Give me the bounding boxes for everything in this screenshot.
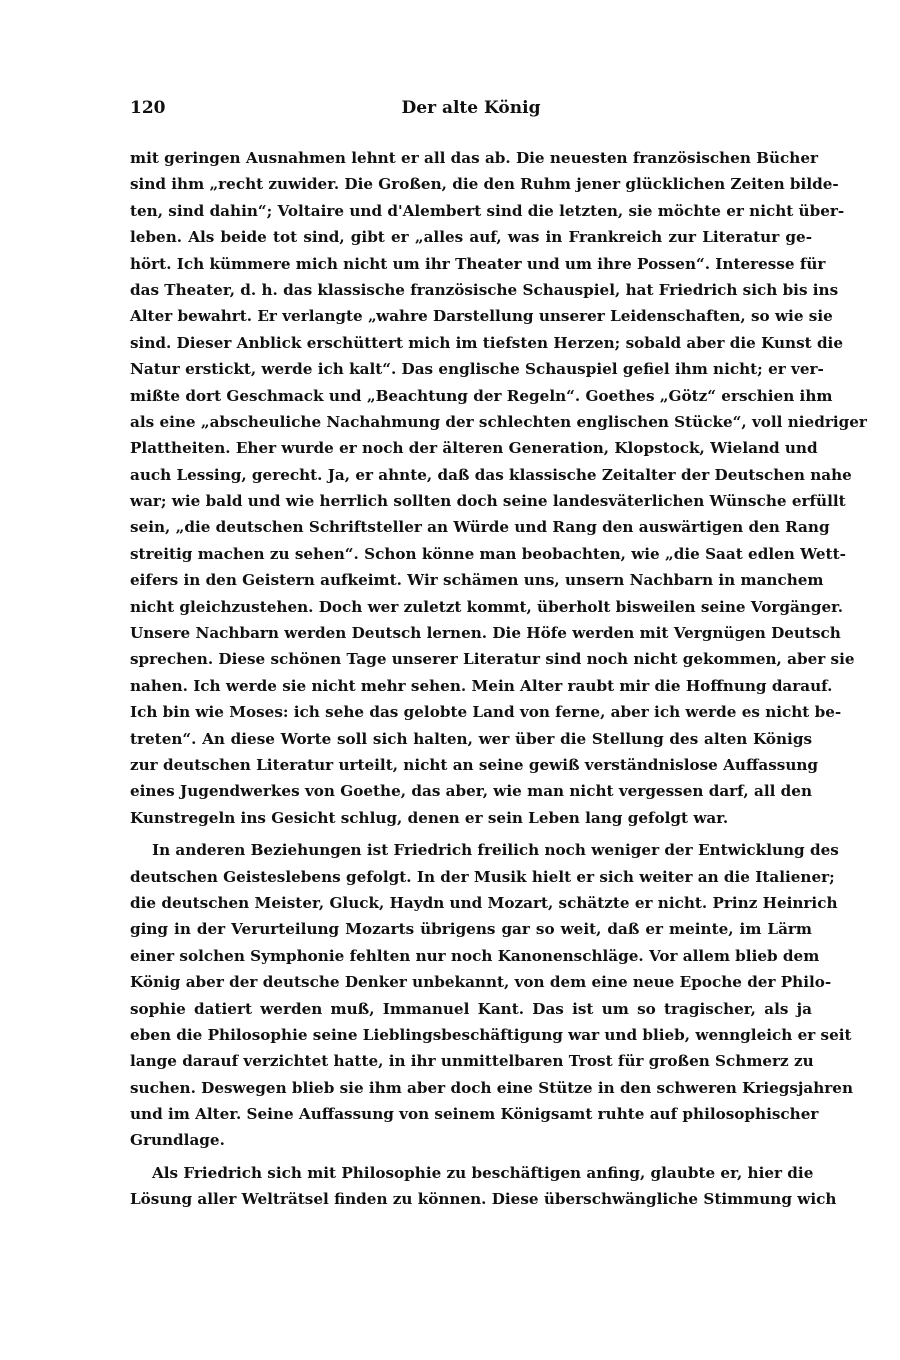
text-line: streitig machen zu sehen“. Schon könne man beobachten, wie „die Saat edlen Wett-	[130, 544, 846, 563]
text-line: eben die Philosophie seine Lieblingsbeschäftigung war und blieb, wenngleich er seit	[130, 1025, 852, 1044]
text-line: ten, sind dahin“; Voltaire und d'Alembert sind die letzten, sie möchte er nicht über-	[130, 201, 845, 220]
text-line: die deutschen Meister, Gluck, Haydn und Mozart, schätzte er nicht. Prinz Heinrich	[130, 893, 838, 912]
text-line: deutschen Geisteslebens gefolgt. In der Musik hielt er sich weiter an die Italiener;	[130, 867, 835, 886]
text-line: lange darauf verzichtet hatte, in ihr unmittelbaren Trost für großen Schmerz zu	[130, 1052, 814, 1071]
text-line: sind. Dieser Anblick erschüttert mich im tiefsten Herzen; sobald aber die Kunst die	[130, 333, 843, 352]
text-line: eifers in den Geistern aufkeimt. Wir schämen uns, unsern Nachbarn in manchem	[130, 571, 824, 590]
text-line: Als Friedrich sich mit Philosophie zu beschäftigen anfing, glaubte er, hier die	[152, 1163, 814, 1182]
text-line: treten“. An diese Worte soll sich halten, wer über die Stellung des alten Königs	[130, 729, 812, 748]
text-line: Lösung aller Welträtsel finden zu können. Diese überschwängliche Stimmung wich	[130, 1190, 837, 1209]
text-line: eines Jugendwerkes von Goethe, das aber, wie man nicht vergessen darf, all den	[130, 782, 812, 801]
text-line: mißte dort Geschmack und „Beachtung der Regeln“. Goethes „Götz“ erschien ihm	[130, 386, 833, 405]
text-line: als eine „abscheuliche Nachahmung der schlechten englischen Stücke“, voll niedriger	[130, 412, 867, 431]
text-line: sind ihm „recht zuwider. Die Großen, die den Ruhm jener glücklichen Zeiten bilde-	[130, 175, 839, 194]
text-line: Unsere Nachbarn werden Deutsch lernen. Die Höfe werden mit Vergnügen Deutsch	[130, 624, 841, 643]
text-line: auch Lessing, gerecht. Ja, er ahnte, daß das klassische Zeitalter der Deutschen nahe	[130, 465, 852, 484]
paragraph	[130, 145, 867, 831]
text-line: Plattheiten. Eher wurde er noch der älteren Generation, Klopstock, Wieland und	[130, 439, 818, 458]
text-line: Ich bin wie Moses: ich sehe das gelobte Land von ferne, aber ich werde es nicht be-	[130, 703, 842, 722]
running-title: Der alte König	[401, 98, 541, 118]
text-line: König aber der deutsche Denker unbekannt, von dem eine neue Epoche der Philo-	[130, 973, 832, 992]
text-line: hört. Ich kümmere mich nicht um ihr Theater und um ihre Possen“. Interesse für	[130, 254, 826, 273]
text-line: einer solchen Symphonie fehlten nur noch Kanonenschläge. Vor allem blieb dem	[130, 946, 820, 965]
text-line: und im Alter. Seine Auffassung von seinem Königsamt ruhte auf philosophischer	[130, 1105, 819, 1124]
text-line: war; wie bald und wie herrlich sollten doch seine landesväterlichen Wünsche erfüllt	[130, 492, 846, 511]
paragraph	[130, 1160, 837, 1213]
text-line: zur deutschen Literatur urteilt, nicht an seine gewiß verständnislose Auffassung	[130, 755, 819, 774]
text-line: das Theater, d. h. das klassische französische Schauspiel, hat Friedrich sich bis ins	[130, 280, 839, 299]
page-header	[130, 98, 812, 122]
text-line: Natur erstickt, werde ich kalt“. Das englische Schauspiel gefiel ihm nicht; er ver-	[130, 360, 824, 379]
text-line: sophie datiert werden muß, Immanuel Kant. Das ist um so tragischer, als ja	[130, 999, 812, 1018]
page-number: 120	[130, 98, 166, 118]
text-line: ging in der Verurteilung Mozarts übrigens gar so weit, daß er meinte, im Lärm	[130, 920, 812, 939]
text-line: nahen. Ich werde sie nicht mehr sehen. Mein Alter raubt mir die Hoffnung darauf.	[130, 676, 833, 695]
text-line: Alter bewahrt. Er verlangte „wahre Darstellung unserer Leidenschaften, so wie sie	[130, 307, 833, 326]
text-line: sein, „die deutschen Schriftsteller an Würde und Rang den auswärtigen den Rang	[130, 518, 830, 537]
text-line: suchen. Deswegen blieb sie ihm aber doch eine Stütze in den schweren Kriegsjahren	[130, 1078, 854, 1097]
text-line: leben. Als beide tot sind, gibt er „alles auf, was in Frankreich zur Literatur ge-	[130, 228, 812, 247]
text-line: sprechen. Diese schönen Tage unserer Literatur sind noch nicht gekommen, aber sie	[130, 650, 855, 669]
text-line: Kunstregeln ins Gesicht schlug, denen er sein Leben lang gefolgt war.	[130, 808, 729, 827]
text-line: Grundlage.	[130, 1131, 225, 1150]
text-line: In anderen Beziehungen ist Friedrich freilich noch weniger der Entwicklung des	[152, 841, 839, 860]
text-line: nicht gleichzustehen. Doch wer zuletzt kommt, überholt bisweilen seine Vorgänger.	[130, 597, 844, 616]
text-line: mit geringen Ausnahmen lehnt er all das ab. Die neuesten französischen Bücher	[130, 149, 818, 167]
body-text	[130, 145, 867, 1213]
paragraph	[130, 837, 854, 1154]
